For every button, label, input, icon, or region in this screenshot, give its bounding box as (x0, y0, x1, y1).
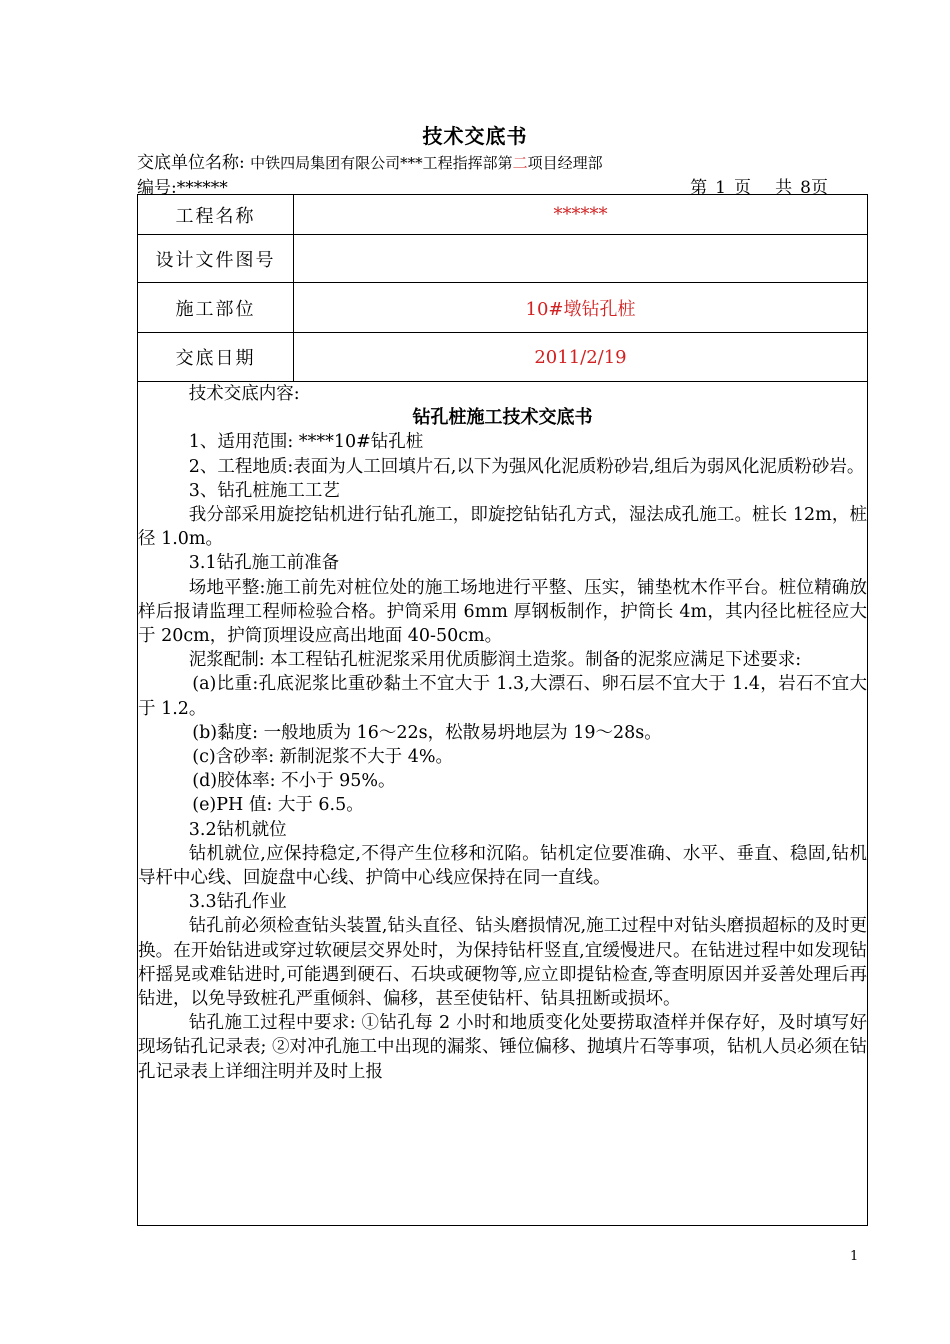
handover-table (137, 194, 868, 1226)
content-heading: 钻孔桩施工技术交底书 (412, 407, 593, 429)
content-intro: 技术交底内容: (188, 384, 300, 404)
paragraph: 钻孔施工过程中要求: ①钻孔每 2 小时和地质变化处要捞取渣样并保存好，及时填写好现场钻孔记录表; ②对冲孔施工中出现的漏浆、锤位偏移、抛填片石等事项，钻机人员必须在钻孔记录表上详细注明并及时上报 (138, 1013, 867, 1082)
paragraph: (d)胶体率: 不小于 95%。 (192, 771, 396, 792)
number-value: ****** (176, 178, 228, 198)
paragraph: 场地平整:施工前先对桩位处的施工场地进行平整、压实，铺垫枕木作平台。桩位精确放样后报请监理工程师检验合格。护筒采用 6mm 厚钢板制作，护筒长 4m，其内径比桩径应大于 20cm，护筒顶埋设应高出地面 40-50cm。 (138, 577, 867, 647)
row-label-construction-part: 施工部位 (138, 283, 294, 333)
unit-line (137, 148, 603, 173)
paragraph: 我分部采用旋挖钻机进行钻孔施工，即旋挖钻钻孔方式，湿法成孔施工。桩长 12m，桩径 1.0m。 (138, 505, 867, 550)
paragraph: 1、适用范围: ****10#钻孔桩 (188, 432, 424, 453)
row-label-project-name: 工程名称 (138, 195, 294, 235)
paragraph: 3.2钻机就位 (188, 819, 287, 840)
paragraph: (e)PH 值: 大于 6.5。 (192, 795, 364, 816)
row-label-date: 交底日期 (138, 333, 294, 382)
paragraph: (a)比重:孔底泥浆比重砂黏土不宜大于 1.3,大漂石、卵石层不宜大于 1.4，岩石不宜大于 1.2。 (138, 674, 867, 719)
unit-value-highlight: 二 (512, 154, 528, 172)
table-row (138, 235, 868, 283)
table-row (138, 382, 868, 1226)
page-number: 1 (850, 1249, 859, 1264)
page-total: 8页 (800, 178, 828, 198)
number-label: 编号: (137, 178, 177, 198)
unit-value: 中铁四局集团有限公司***工程指挥部第二项目经理部 (250, 154, 603, 172)
document-title: 技术交底书 (422, 124, 528, 148)
table-row (138, 333, 868, 382)
row-value-date: 2011/2/19 (294, 333, 868, 382)
paragraph: (c)含砂率: 新制泥浆不大于 4%。 (192, 747, 453, 768)
paragraph: (b)黏度: 一般地质为 16～22s，松散易坍地层为 19～28s。 (192, 722, 662, 743)
unit-label: 交底单位名称: (137, 153, 245, 173)
content-cell (138, 382, 868, 1226)
page-current: 1 (715, 178, 726, 198)
paragraph: 泥浆配制: 本工程钻孔桩泥浆采用优质膨润土造浆。制备的泥浆应满足下述要求: (188, 650, 802, 671)
row-value-design-doc (294, 235, 868, 283)
paragraph: 钻孔前必须检查钻头装置,钻头直径、钻头磨损情况,施工过程中对钻头磨损超标的及时更换。在开始钻进或穿过软硬层交界处时，为保持钻杆竖直,宜缓慢进尺。在钻进过程中如发现钻杆摇晃或难钻进时,可能遇到硬石、石块或硬物等,应立即提钻检查,等查明原因并妥善处理后再钻进，以免导致桩孔严重倾斜、偏移，甚至使钻杆、钻具扭断或损坏。 (138, 916, 867, 1010)
paragraph: 钻机就位,应保持稳定,不得产生位移和沉陷。钻机定位要准确、水平、垂直、稳固,钻机导杆中心线、回旋盘中心线、护筒中心线应保持在同一直线。 (138, 843, 867, 889)
row-value-project-name: ****** (294, 195, 868, 235)
row-value-construction-part: 10#墩钻孔桩 (294, 283, 868, 333)
page-info: 第 1 页 共 8页 (690, 178, 828, 198)
row-label-design-doc: 设计文件图号 (138, 235, 294, 283)
table-row (138, 283, 868, 333)
paragraph: 3.1钻孔施工前准备 (188, 553, 340, 574)
paragraph: 2、工程地质:表面为人工回填片石,以下为强风化泥质粉砂岩,组后为弱风化泥质粉砂岩。 (188, 456, 865, 477)
paragraph: 3、钻孔桩施工工艺 (188, 480, 340, 501)
paragraph: 3.3钻孔作业 (188, 892, 287, 913)
table-row (138, 195, 868, 235)
